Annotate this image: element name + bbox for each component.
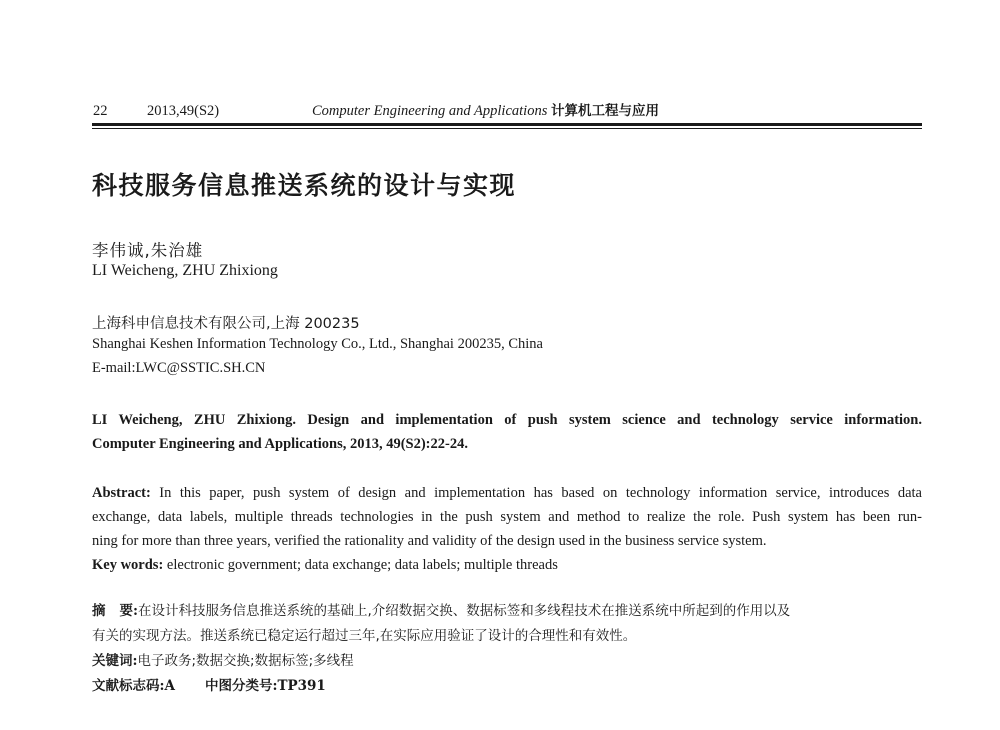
abstract-cn-label-b: 要: (119, 603, 138, 619)
abstract-cn-text-1: 在设计科技服务信息推送系统的基础上,介绍数据交换、数据标签和多线程技术在推送系统中所起到的作用以及 (137, 603, 791, 619)
doc-code: A (164, 678, 175, 694)
citation (92, 408, 922, 456)
abstract-cn (92, 599, 922, 699)
abstract-line-1 (92, 481, 922, 505)
keywords-cn (92, 649, 922, 674)
citation-line-1: LI Weicheng, ZHU Zhixiong. Design and implementation of push system science and technology service information. (92, 412, 922, 428)
running-header (93, 101, 920, 121)
doc-code-label: 文献标志码: (92, 678, 165, 694)
abstract-line-2: exchange, data labels, multiple threads technologies in the push system and method to realize the role. Push system has been run- (92, 509, 922, 525)
authors-en: LI Weicheng, ZHU Zhixiong (92, 262, 278, 279)
journal-name-en: Computer Engineering and Applications (312, 103, 548, 119)
journal-name-cn: 计算机工程与应用 (550, 103, 659, 119)
abstract-cn-label-a: 摘 (92, 603, 106, 619)
page-number: 22 (93, 103, 108, 119)
header-rule-thick (92, 123, 922, 126)
author-email: E-mail:LWC@SSTIC.SH.CN (92, 360, 266, 376)
abstract-cn-line-2: 有关的实现方法。推送系统已稳定运行超过三年,在实际应用验证了设计的合理性和有效性。 (92, 628, 637, 644)
class-label: 中图分类号: (204, 678, 278, 694)
header-rule-thin (92, 128, 922, 129)
journal-name (312, 101, 659, 121)
abstract-line-3: ning for more than three years, verified the rationality and validity of the design used in the business service system. (92, 533, 767, 549)
issue-info: 2013,49(S2) (147, 103, 220, 119)
classification-line (92, 674, 922, 699)
affiliation-en: Shanghai Keshen Information Technology Co., Ltd., Shanghai 200235, China (92, 336, 543, 352)
citation-line-2: Computer Engineering and Applications, 2013, 49(S2):22-24. (92, 436, 468, 452)
authors-cn: 李伟诚,朱治雄 (92, 241, 204, 260)
keywords-cn-label: 关键词: (92, 653, 138, 669)
keywords-text: electronic government; data exchange; data labels; multiple threads (163, 557, 558, 573)
keywords-en (92, 553, 922, 577)
abstract-cn-line-1 (92, 599, 922, 624)
keywords-cn-text: 电子政务;数据交换;数据标签;多线程 (137, 653, 354, 669)
class-code: TP391 (277, 678, 326, 694)
abstract-en (92, 481, 922, 577)
abstract-text-1: In this paper, push system of design and implementation has based on technology information service, introduces data (150, 485, 922, 501)
affiliation-cn: 上海科申信息技术有限公司,上海 200235 (92, 316, 360, 332)
abstract-label: Abstract: (92, 485, 151, 501)
keywords-label: Key words: (92, 557, 164, 573)
paper-title: 科技服务信息推送系统的设计与实现 (92, 171, 517, 200)
